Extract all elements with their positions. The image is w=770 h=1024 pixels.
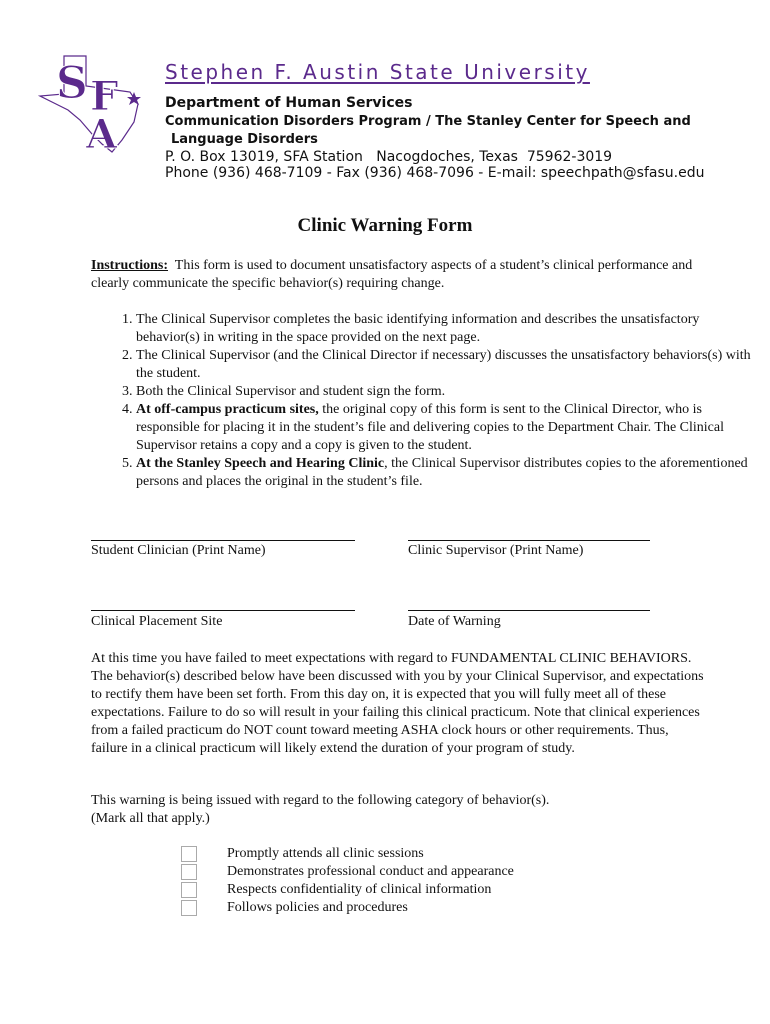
- instructions-text: This form is used to document unsatisfactory aspects of a student’s clinical performance and clearly communicate the specific behavior(s) requiring change.: [91, 258, 696, 291]
- clinic-supervisor-label: Clinic Supervisor (Print Name): [408, 543, 584, 558]
- student-clinician-line[interactable]: [91, 540, 355, 541]
- behavior-checkbox[interactable]: [181, 900, 197, 916]
- placement-site-label: Clinical Placement Site: [91, 614, 223, 629]
- steps-list: [91, 311, 756, 491]
- instructions-label: Instructions:: [91, 258, 169, 273]
- behavior-option: [181, 881, 514, 899]
- department-name: Department of Human Services: [165, 95, 413, 111]
- behavior-option: [181, 899, 514, 917]
- svg-text:A: A: [86, 111, 118, 158]
- behavior-label: Follows policies and procedures: [227, 900, 408, 915]
- program-name: [165, 113, 705, 149]
- instructions: [91, 257, 706, 293]
- contact-info: Phone (936) 468-7109 - Fax (936) 468-7096 - E-mail: speechpath@sfasu.edu: [165, 165, 705, 181]
- behavior-option: [181, 863, 514, 881]
- behavior-label: Promptly attends all clinic sessions: [227, 846, 424, 861]
- behavior-checklist: [181, 845, 514, 917]
- behavior-checkbox[interactable]: [181, 882, 197, 898]
- form-title: Clinic Warning Form: [297, 215, 473, 236]
- program-line-1: Communication Disorders Program / The Stanley Center for Speech and: [165, 114, 691, 129]
- clinic-supervisor-line[interactable]: [408, 540, 650, 541]
- behavior-option: [181, 845, 514, 863]
- step-item: 5. At the Stanley Speech and Hearing Clinic, the Clinical Supervisor distributes copies to the aforementioned persons and places the original in the student’s file.: [136, 455, 756, 491]
- student-clinician-label: Student Clinician (Print Name): [91, 543, 266, 558]
- svg-text:S: S: [56, 58, 88, 109]
- university-name: Stephen F. Austin State University: [165, 60, 590, 84]
- program-line-2: Language Disorders: [171, 132, 318, 147]
- sfa-logo: [34, 48, 154, 158]
- svg-text:F: F: [90, 73, 119, 120]
- behavior-checkbox[interactable]: [181, 846, 197, 862]
- address: P. O. Box 13019, SFA Station Nacogdoches, Texas 75962-3019: [165, 149, 613, 165]
- behavior-label: Respects confidentiality of clinical information: [227, 882, 492, 897]
- failure-paragraph: At this time you have failed to meet expectations with regard to FUNDAMENTAL CLINIC BEHAVIORS. The behavior(s) described below have been discussed with you by your Clinical Supervisor, and expectations to rectify them have been set forth. From this day on, it is expected that you will fully meet all of these expectations. Failure to do so will result in your failing this clinical practicum. Note that clinical experiences from a failed practicum do NOT count toward meeting ASHA clock hours or other requirements. Thus, failure in a clinical practicum will likely extend the duration of your program of study.: [91, 651, 704, 756]
- behavior-label: Demonstrates professional conduct and appearance: [227, 864, 514, 879]
- date-of-warning-label: Date of Warning: [408, 614, 501, 629]
- step-item: 4. At off-campus practicum sites, the original copy of this form is sent to the Clinical Director, who is responsible for placing it in the student’s file and delivering copies to the Department Chair. The Clinical Supervisor retains a copy and a copy is given to the student.: [136, 401, 756, 455]
- step-item: 3. Both the Clinical Supervisor and student sign the form.: [136, 383, 756, 401]
- mark-all-note: (Mark all that apply.): [91, 811, 210, 826]
- step-item: 1. The Clinical Supervisor completes the basic identifying information and describes the unsatisfactory behavior(s) in writing in the space provided on the next page.: [136, 311, 756, 347]
- step-item: 2. The Clinical Supervisor (and the Clinical Director if necessary) discusses the unsatisfactory behaviors(s) with the student.: [136, 347, 756, 383]
- behavior-checkbox[interactable]: [181, 864, 197, 880]
- placement-site-line[interactable]: [91, 610, 355, 611]
- category-instruction: This warning is being issued with regard to the following category of behavior(s).: [91, 793, 550, 808]
- date-of-warning-line[interactable]: [408, 610, 650, 611]
